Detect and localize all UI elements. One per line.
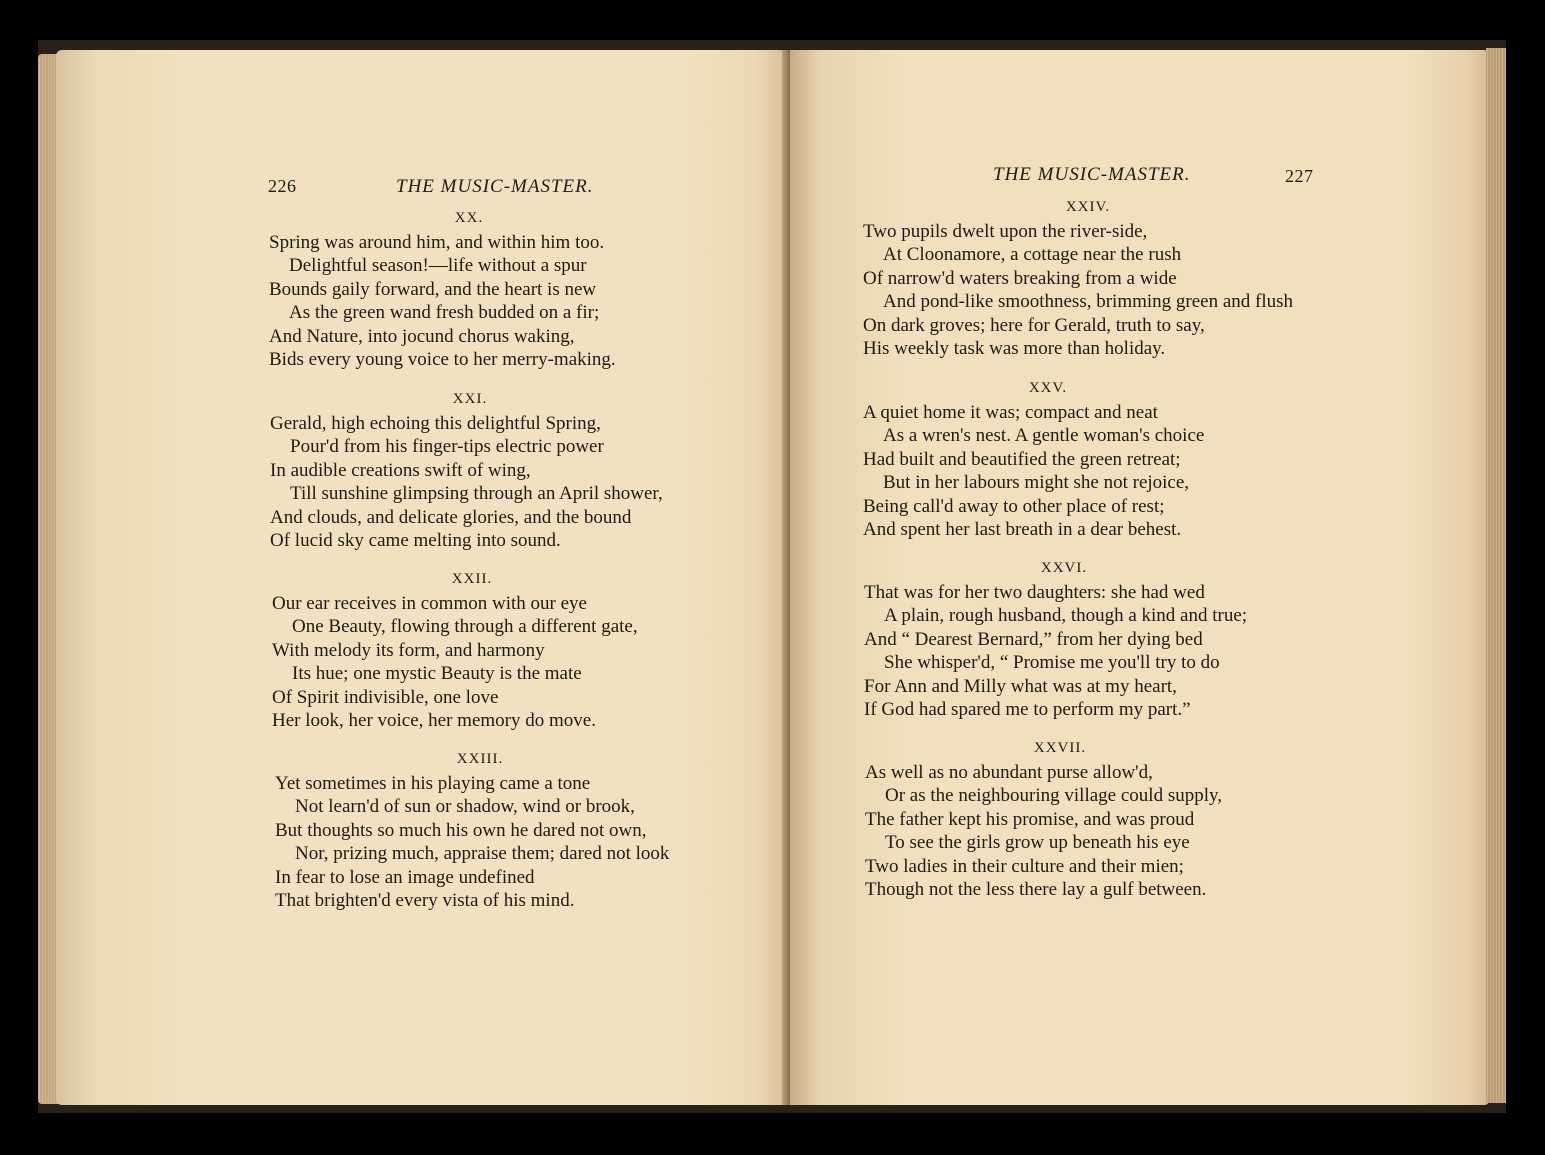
page-number: 226 [268, 176, 297, 196]
verse-line: One Beauty, flowing through a different gate, [292, 616, 638, 638]
verse-line: Or as the neighbouring village could supply, [885, 785, 1223, 807]
verse-line: Though not the less there lay a gulf between. [865, 879, 1207, 901]
stanza-numeral: XXIV. [1065, 199, 1111, 215]
verse-line: And “ Dearest Bernard,” from her dying bed [864, 628, 1203, 650]
verse-line: And spent her last breath in a dear behest. [863, 519, 1182, 541]
stanza-numeral: XXIII. [456, 751, 504, 767]
right-page [790, 50, 1490, 1105]
verse-line: Nor, prizing much, appraise them; dared not look [295, 843, 670, 865]
verse-line: Of Spirit indivisible, one love [272, 686, 499, 708]
running-head: THE MUSIC-MASTER. [993, 164, 1191, 185]
stanza [275, 751, 685, 912]
verse-line: If God had spared me to perform my part.” [864, 699, 1191, 721]
verse-line: As the green wand fresh budded on a fir; [289, 302, 600, 324]
verse-line: But thoughts so much his own he dared not own, [275, 819, 647, 841]
stanza-numeral: XX. [454, 210, 484, 226]
stanza [270, 391, 670, 552]
stanza [864, 560, 1264, 721]
stanza-numeral: XXI. [452, 391, 488, 407]
verse-line: Bounds gaily forward, and the heart is new [269, 278, 597, 300]
verse-line: His weekly task was more than holiday. [863, 338, 1166, 360]
verse-line: Our ear receives in common with our eye [272, 593, 587, 614]
open-book [38, 40, 1506, 1113]
verse-line: As well as no abundant purse allow'd, [865, 762, 1153, 783]
verse-line: In audible creations swift of wing, [270, 459, 531, 481]
verse-line: With melody its form, and harmony [272, 639, 545, 661]
verse-line: Two pupils dwelt upon the river-side, [863, 221, 1148, 242]
verse-line: Till sunshine glimpsing through an April shower, [290, 483, 663, 505]
verse-line: That was for her two daughters: she had wed [864, 582, 1205, 603]
verse-line: In fear to lose an image undefined [275, 866, 535, 888]
running-head: THE MUSIC-MASTER. [396, 176, 594, 197]
verse-line: Spring was around him, and within him too. [269, 232, 605, 253]
verse-line: And clouds, and delicate glories, and the bound [270, 506, 632, 528]
stanza [865, 740, 1255, 901]
stanza [863, 199, 1313, 360]
stanza [272, 571, 672, 732]
verse-line: Its hue; one mystic Beauty is the mate [292, 663, 582, 685]
verse-line: Being call'd away to other place of rest; [863, 495, 1165, 517]
verse-line: Yet sometimes in his playing came a tone [275, 773, 591, 794]
stanza-numeral: XXII. [451, 571, 493, 587]
stanza-numeral: XXVI. [1040, 560, 1088, 576]
verse-line: Had built and beautified the green retreat; [863, 448, 1181, 470]
verse-line: Not learn'd of sun or shadow, wind or brook, [295, 796, 635, 818]
verse-line: Her look, her voice, her memory do move. [272, 710, 596, 732]
stanza-numeral: XXV. [1028, 380, 1068, 396]
verse-line: Delightful season!—life without a spur [289, 255, 587, 277]
verse-line: The father kept his promise, and was proud [865, 808, 1195, 830]
stanza [269, 210, 669, 371]
verse-line: On dark groves; here for Gerald, truth to say, [863, 314, 1205, 336]
verse-line: Gerald, high echoing this delightful Spring, [270, 413, 601, 434]
verse-line: And Nature, into jocund chorus waking, [269, 325, 575, 347]
verse-line: That brighten'd every vista of his mind. [275, 890, 575, 912]
verse-line: As a wren's nest. A gentle woman's choice [883, 425, 1205, 447]
verse-line: A plain, rough husband, though a kind and true; [884, 605, 1248, 627]
verse-line: Pour'd from his finger-tips electric power [290, 436, 604, 458]
verse-line: Bids every young voice to her merry-making. [269, 349, 616, 371]
verse-line: Of lucid sky came melting into sound. [270, 530, 561, 552]
verse-line: A quiet home it was; compact and neat [863, 402, 1158, 423]
page-edges-right [1486, 48, 1506, 1103]
stanza [863, 380, 1233, 541]
verse-line: She whisper'd, “ Promise me you'll try to do [884, 652, 1220, 674]
verse-line: To see the girls grow up beneath his eye [885, 832, 1190, 854]
verse-line: At Cloonamore, a cottage near the rush [883, 244, 1182, 266]
stanza-numeral: XXVII. [1033, 740, 1087, 756]
verse-line: And pond-like smoothness, brimming green and flush [883, 291, 1294, 313]
verse-line: For Ann and Milly what was at my heart, [864, 675, 1177, 697]
verse-line: But in her labours might she not rejoice, [883, 472, 1190, 494]
page-number: 227 [1285, 166, 1314, 186]
verse-line: Two ladies in their culture and their mien; [865, 855, 1184, 877]
left-page [56, 50, 800, 1105]
verse-line: Of narrow'd waters breaking from a wide [863, 267, 1177, 289]
